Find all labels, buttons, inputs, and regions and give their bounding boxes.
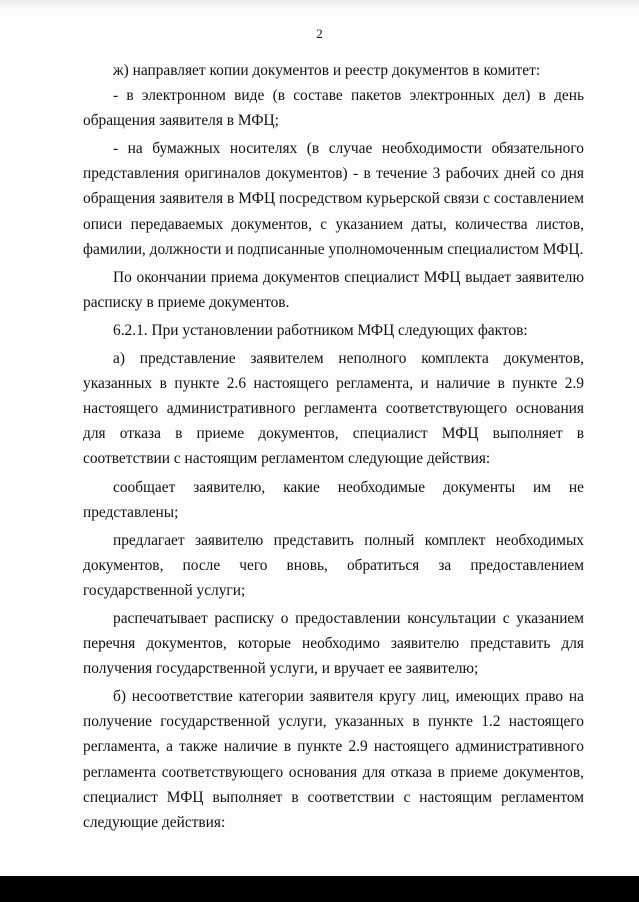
paragraph-informs: сообщает заявителю, какие необходимые документы им не представлены; — [83, 478, 584, 521]
paragraph-paper: - на бумажных носителях (в случае необходимости обязательного представления оригиналов документов) - в течение 3 рабочих дней со дня обращения заявителя в МФЦ посредством курьерской связи с составлением описи передаваемых документов, с указанием даты, количества листов, фамилии, должности и подписанные уполномоченным специалистом МФЦ. — [83, 140, 584, 258]
paragraph-prints: распечатывает расписку о предоставлении консультации с указанием перечня документов, которые необходимо заявителю представить для получения государственной услуги, и вручает ее заявителю; — [83, 609, 584, 678]
paragraph-offers: предлагает заявителю представить полный комплект необходимых документов, после чего вновь, обратиться за предоставлением государственной услуги; — [83, 531, 584, 599]
scan-bottom-border — [0, 876, 639, 902]
paragraph-item-zh: ж) направляет копии документов и реестр документов в комитет: — [113, 62, 541, 79]
scan-shadow — [0, 0, 639, 10]
document-body — [83, 58, 584, 835]
page-number: 2 — [316, 26, 323, 41]
paragraph-item-b: б) несоответствие категории заявителя кругу лиц, имеющих право на получение государственной услуги, указанных в пункте 1.2 настоящего регламента, а также наличие в пункте 2.9 настоящего административного регламента соответствующего основания для отказа в приеме документов, специалист МФЦ выполняет в соответствии с настоящим регламентом следующие действия: — [83, 688, 584, 831]
paragraph-item-a: а) представление заявителем неполного комплекта документов, указанных в пункте 2.6 настоящего регламента, и наличие в пункте 2.9 настоящего административного регламента соответствующего основания для отказа в приеме документов, специалист МФЦ выполняет в соответствии с настоящим регламентом следующие действия: — [83, 350, 584, 468]
paragraph-electronic: - в электронном виде (в составе пакетов электронных дел) в день обращения заявителя в МФЦ; — [83, 87, 584, 130]
paragraph-6-2-1: 6.2.1. При установлении работником МФЦ следующих фактов: — [113, 321, 528, 339]
paragraph-receipt: По окончании приема документов специалист МФЦ выдает заявителю расписку в приеме документов. — [83, 268, 584, 311]
